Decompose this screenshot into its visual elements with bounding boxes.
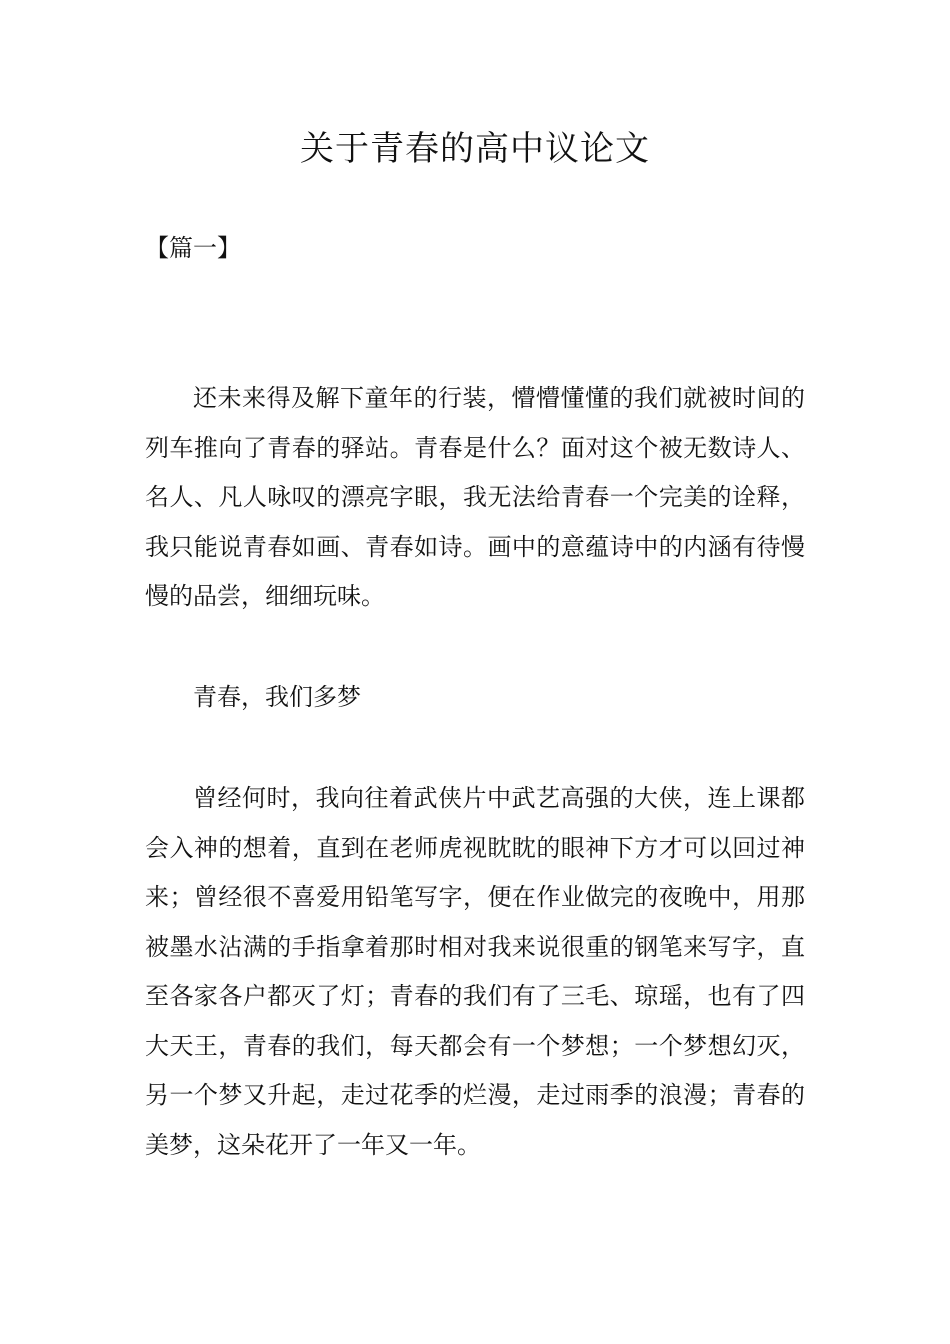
section-label: 【篇一】	[145, 234, 241, 262]
paragraph-dreams: 曾经何时，我向往着武侠片中武艺高强的大侠，连上课都会入神的想着，直到在老师虎视眈眈的眼神下方才可以回过神来；曾经很不喜爱用铅笔写字，便在作业做完的夜晚中，用那被墨水沾满的手指拿着那时相对我来说很重的钢笔来写字，直至各家各户都灭了灯；青春的我们有了三毛、琼瑶，也有了四大天王，青春的我们，每天都会有一个梦想；一个梦想幻灭，另一个梦又升起，走过花季的烂漫，走过雨季的浪漫；青春的美梦，这朵花开了一年又一年。	[145, 784, 805, 1159]
paragraph-subheading: 青春，我们多梦	[193, 683, 361, 711]
paragraph-intro: 还未来得及解下童年的行装，懵懵懂懂的我们就被时间的列车推向了青春的驿站。青春是什么？面对这个被无数诗人、名人、凡人咏叹的漂亮字眼，我无法给青春一个完美的诠释，我只能说青春如画、青春如诗。画中的意蕴诗中的内涵有待慢慢的品尝，细细玩味。	[145, 384, 805, 610]
document-title: 关于青春的高中议论文	[300, 129, 650, 169]
